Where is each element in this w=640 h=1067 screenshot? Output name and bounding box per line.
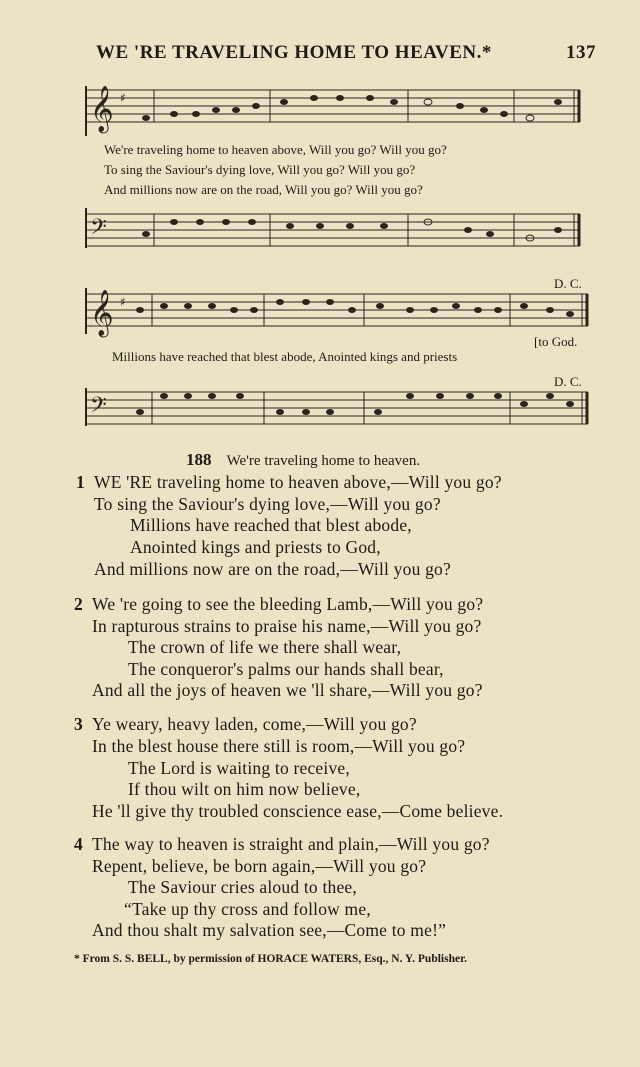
svg-text:𝄢: 𝄢 [90,393,107,423]
verse-line: The conqueror's palms our hands shall bear, [128,659,444,679]
verse-line: He 'll give thy troubled conscience ease,—Come believe. [92,801,504,821]
verse-line: The Saviour cries aloud to thee, [128,877,357,897]
running-title: WE 'RE TRAVELING HOME TO HEAVEN.* [96,42,492,63]
music-system-2-bass [84,388,594,432]
svg-text:♯: ♯ [120,295,126,309]
music-system-1-treble [84,84,594,140]
verse-line: To sing the Saviour's dying love,—Will you go? [94,494,441,514]
hymn-title: We're traveling home to heaven. [226,453,421,469]
verse-line: The way to heaven is straight and plain,—Will you go? [92,834,490,854]
footnote: * From S. S. BELL, by permission of HORACE WATERS, Esq., N. Y. Publisher. [74,953,468,965]
verse-line: We 're going to see the bleeding Lamb,—Will you go? [92,594,484,614]
verse-line: And thou shalt my salvation see,—Come to me!” [92,920,447,940]
verse-line: The crown of life we there shall wear, [128,637,402,657]
music-system-1-bass [84,208,594,254]
verse-line: Millions have reached that blest abode, [130,515,412,535]
hymn-heading [186,450,420,470]
dc-marking-bottom: D. C. [554,374,582,389]
verse-line: If thou wilt on him now believe, [128,779,361,799]
verse-line: In rapturous strains to praise his name,—Will you go? [92,616,482,636]
verse-number: 1 [76,472,85,492]
svg-text:𝄞: 𝄞 [90,86,114,132]
svg-text:𝄢: 𝄢 [90,215,107,245]
verse-line: Anointed kings and priests to God, [130,537,381,557]
verse-line: And all the joys of heaven we 'll share,—Will you go? [92,680,483,700]
verse-line: WE 'RE traveling home to heaven above,—Will you go? [94,472,502,492]
verse-line: In the blest house there still is room,—Will you go? [92,736,466,756]
dc-marking-top: D. C. [554,276,582,291]
verse-number: 2 [74,594,83,614]
system-1-lyric-3: And millions now are on the road, Will you go? Will you go? [104,182,423,197]
music-system-2-treble [84,288,594,338]
svg-text:𝄞: 𝄞 [90,290,114,336]
system-1-lyric-1: We're traveling home to heaven above, Will you go? Will you go? [104,142,447,157]
verse-line: And millions now are on the road,—Will you go? [94,559,451,579]
svg-text:♯: ♯ [120,91,126,105]
system-1-lyric-2: To sing the Saviour's dying love, Will you go? Will you go? [104,162,416,177]
verse-line: “Take up thy cross and follow me, [124,899,371,919]
system-2-lyric-continuation: [to God. [534,334,578,349]
hymn-number: 188 [186,450,212,469]
system-2-lyric: Millions have reached that blest abode, Anointed kings and priests [112,349,458,364]
verse-number: 4 [74,834,83,854]
verse-line: Ye weary, heavy laden, come,—Will you go? [92,714,417,734]
page-number: 137 [566,42,596,63]
verse-line: The Lord is waiting to receive, [128,758,350,778]
verse-number: 3 [74,714,83,734]
verse-line: Repent, believe, be born again,—Will you go? [92,856,427,876]
